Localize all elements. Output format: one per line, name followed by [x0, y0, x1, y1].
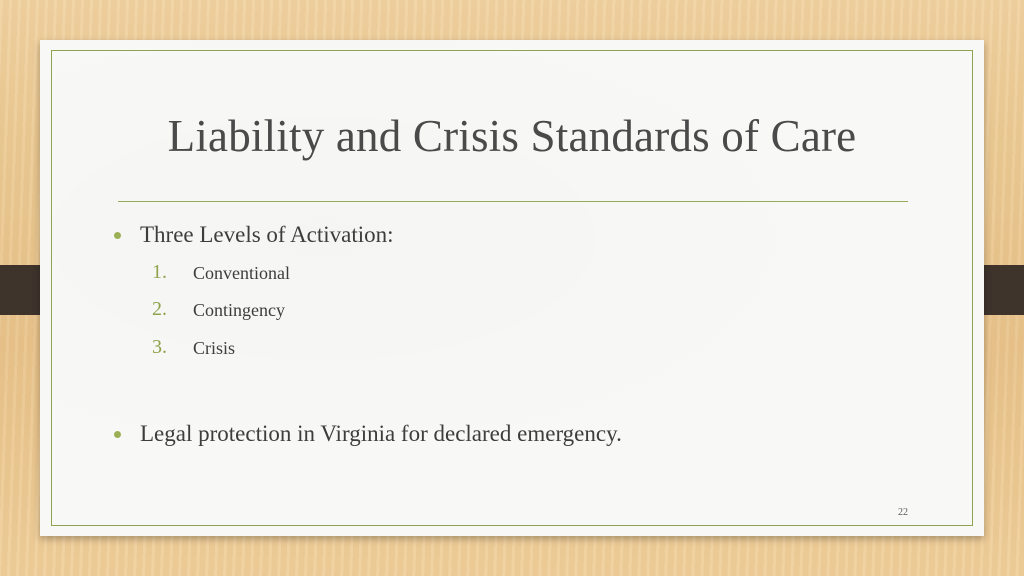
- item-number: 2.: [152, 298, 167, 320]
- item-text: Conventional: [193, 263, 290, 283]
- bullet-dot-icon: [114, 232, 121, 239]
- bullet-text: Three Levels of Activation:: [140, 222, 394, 247]
- item-number: 1.: [152, 261, 167, 283]
- slide-title: Liability and Crisis Standards of Care: [167, 111, 857, 161]
- bullet-text: Legal protection in Virginia for declared emergency.: [140, 421, 622, 446]
- slide-card: [40, 40, 984, 536]
- item-number: 3.: [152, 336, 167, 358]
- item-text: Contingency: [193, 300, 285, 320]
- page-number: 22: [898, 507, 908, 518]
- title-divider: [118, 201, 908, 202]
- bullet-dot-icon: [114, 431, 121, 438]
- item-text: Crisis: [193, 338, 236, 358]
